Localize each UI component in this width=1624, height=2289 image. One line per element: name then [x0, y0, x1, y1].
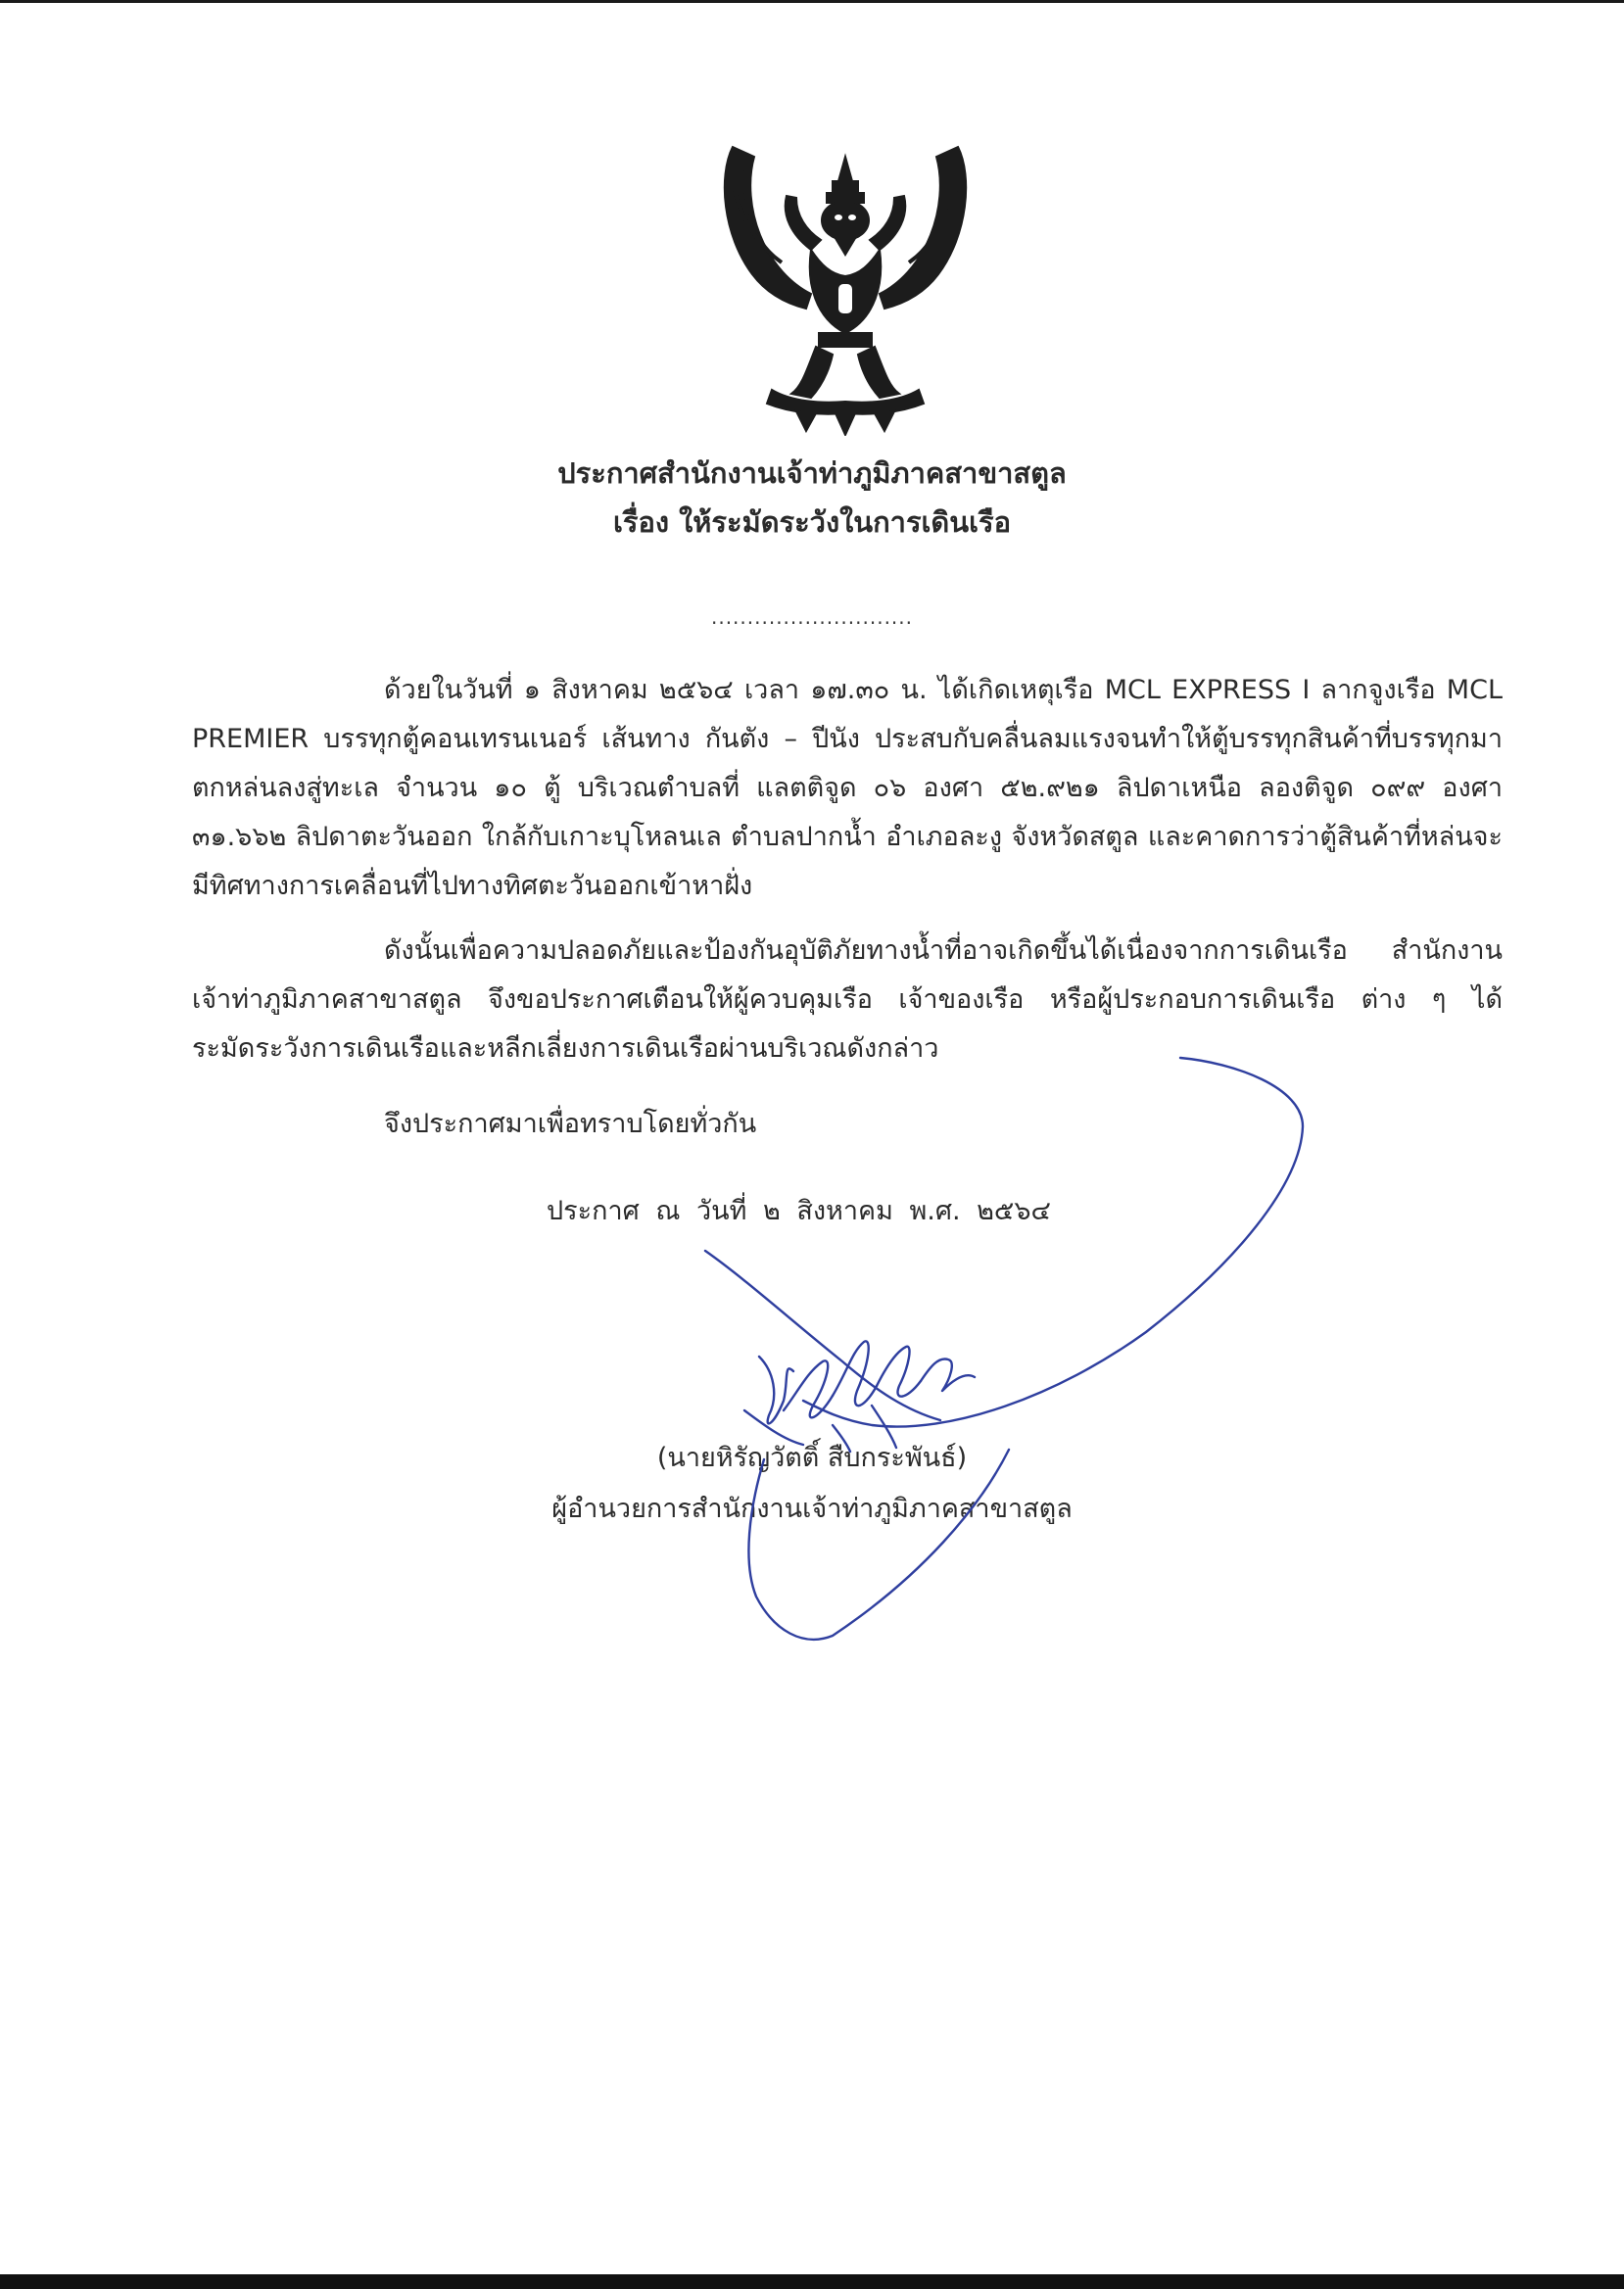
- announcement-title: ประกาศสำนักงานเจ้าท่าภูมิภาคสาขาสตูล: [557, 456, 1067, 490]
- signer-position: ผู้อำนวยการสำนักงานเจ้าท่าภูมิภาคสาขาสตูล: [551, 1494, 1073, 1524]
- signer-name: (นายหิรัญวัตติ์ สืบกระพันธ์): [656, 1443, 968, 1473]
- handwritten-signature: [686, 1048, 1322, 1645]
- title-separator: ............................: [710, 605, 913, 629]
- scan-bottom-edge: [0, 2274, 1624, 2289]
- body-paragraph-incident: ด้วยในวันที่ ๑ สิงหาคม ๒๕๖๔ เวลา ๑๗.๓๐ น. ได้เกิดเหตุเรือ MCL EXPRESS I ลากจูงเรือ MCL PREMIER บรรทุกตู้คอนเทรนเนอร์ เส้นทาง กันตัง – ปีนัง ประสบกับคลื่นลมแรงจนทำให้ตู้บรรทุกสินค้าที่บรรทุกมาตกหล่นลงสู่ทะเล จำนวน ๑๐ ตู้ บริเวณตำบลที่ แลตติจูด ๐๖ องศา ๕๒.๙๒๑ ลิปดาเหนือ ลองติจูด ๐๙๙ องศา ๓๑.๖๖๒ ลิปดาตะวันออก ใกล้กับเกาะบุโหลนเล ตำบลปากน้ำ อำเภอละงู จังหวัดสตูล และคาดการว่าตู้สินค้าที่หล่นจะมีทิศทางการเคลื่อนที่ไปทางทิศตะวันออกเข้าหาฝั่ง: [192, 675, 1503, 901]
- scan-top-edge: [0, 0, 1624, 3]
- issued-date: ประกาศ ณ วันที่ ๒ สิงหาคม พ.ศ. ๒๕๖๔: [547, 1196, 1051, 1226]
- garuda-emblem-icon: [713, 137, 978, 436]
- closing-statement: จึงประกาศมาเพื่อทราบโดยทั่วกัน: [384, 1109, 757, 1139]
- body-paragraph-warning: ดังนั้นเพื่อความปลอดภัยและป้องกันอุบัติภัยทางน้ำที่อาจเกิดขึ้นได้เนื่องจากการเดินเรือ สำนักงานเจ้าท่าภูมิภาคสาขาสตูล จึงขอประกาศเตือนให้ผู้ควบคุมเรือ เจ้าของเรือ หรือผู้ประกอบการเดินเรือ ต่าง ๆ ได้ระมัดระวังการเดินเรือและหลีกเลี่ยงการเดินเรือผ่านบริเวณดังกล่าว: [192, 935, 1503, 1064]
- announcement-subject: เรื่อง ให้ระมัดระวังในการเดินเรือ: [612, 505, 1011, 539]
